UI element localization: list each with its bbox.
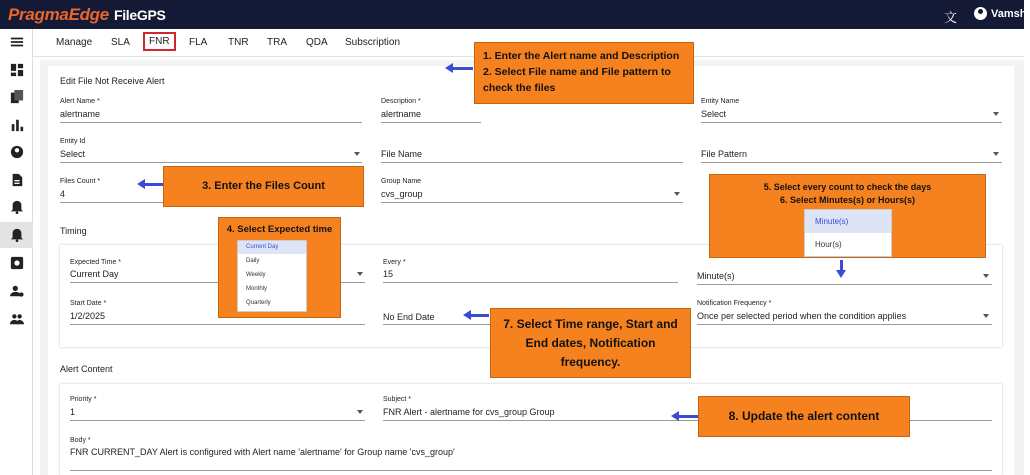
arrow-left-icon: [143, 183, 163, 186]
entity-name-label: Entity Name: [701, 98, 740, 105]
callout-alert-name: [474, 42, 694, 104]
end-date-input[interactable]: No End Date: [383, 312, 435, 322]
body-label: Body *: [70, 437, 91, 444]
dropdown-option[interactable]: Weekly: [246, 272, 266, 278]
description-input[interactable]: alertname: [381, 109, 422, 119]
dropdown-option[interactable]: Quarterly: [246, 300, 271, 306]
notification-frequency-label: Notification Frequency *: [697, 300, 772, 307]
group-name-label: Group Name: [381, 178, 422, 185]
files-count-label: Files Count *: [60, 178, 101, 185]
tab-subscription[interactable]: Subscription: [345, 37, 401, 48]
description-underline: [381, 122, 481, 123]
arrow-left-icon: [677, 415, 698, 418]
priority-select[interactable]: 1: [70, 407, 76, 417]
chevron-down-icon[interactable]: [674, 192, 680, 196]
app-name: FileGPS: [113, 7, 166, 23]
callout-1-line-3: check the files: [483, 82, 556, 94]
entity-id-select[interactable]: Select: [60, 149, 86, 159]
settings-icon[interactable]: [0, 250, 33, 276]
alert-bell-active-icon[interactable]: [0, 222, 33, 248]
chevron-down-icon[interactable]: [993, 152, 999, 156]
brand-logo[interactable]: [8, 5, 166, 25]
notification-frequency-select[interactable]: Once per selected period when the condition applies: [697, 311, 907, 321]
group-icon[interactable]: [0, 306, 33, 332]
form-title: Edit File Not Receive Alert: [60, 76, 165, 86]
entity-id-label: Entity Id: [60, 138, 86, 145]
callout-alert-content: 8. Update the alert content: [698, 396, 910, 437]
chevron-down-icon[interactable]: [357, 272, 363, 276]
files-count-input[interactable]: 4: [60, 189, 66, 199]
start-date-underline: [70, 324, 365, 325]
arrow-left-icon: [469, 314, 489, 317]
chevron-down-icon[interactable]: [357, 410, 363, 414]
file-pattern-select[interactable]: File Pattern: [701, 149, 748, 159]
chevron-down-icon[interactable]: [983, 274, 989, 278]
avatar-icon: [974, 7, 987, 20]
dropdown-option[interactable]: Minute(s): [805, 210, 891, 233]
expected-time-label: Expected Time *: [70, 259, 121, 266]
dropdown-option[interactable]: Daily: [246, 258, 260, 264]
priority-underline: [70, 420, 365, 421]
tab-sla[interactable]: SLA: [111, 37, 130, 48]
document-icon[interactable]: [0, 167, 33, 193]
expected-time-dropdown[interactable]: [237, 240, 307, 312]
user-menu[interactable]: [974, 7, 1030, 20]
alert-name-underline: [60, 122, 362, 123]
file-name-underline: [381, 162, 683, 163]
tab-qda[interactable]: QDA: [306, 37, 328, 48]
unit-select[interactable]: Minute(s): [697, 271, 735, 281]
group-name-select[interactable]: cvs_group: [381, 189, 423, 199]
group-name-underline: [381, 202, 683, 203]
callout-7-line-1: 7. Select Time range, Start and: [503, 317, 678, 331]
arrow-left-icon: [451, 67, 473, 70]
file-pattern-underline: [701, 162, 1002, 163]
every-input[interactable]: 15: [383, 269, 394, 279]
alert-name-input[interactable]: alertname: [60, 109, 101, 119]
files-count-underline: [60, 202, 165, 203]
entity-id-underline: [60, 162, 362, 163]
callout-1-line-1: 1. Enter the Alert name and Description: [483, 50, 680, 62]
bar-chart-icon[interactable]: [0, 112, 33, 138]
entity-name-underline: [701, 122, 1002, 123]
dashboard-icon[interactable]: [0, 57, 33, 83]
notification-frequency-underline: [697, 324, 992, 325]
callout-5-line-1: 5. Select every count to check the days: [763, 182, 932, 192]
chevron-down-icon[interactable]: [354, 152, 360, 156]
every-underline: [383, 282, 678, 283]
file-name-select[interactable]: File Name: [381, 149, 423, 159]
unit-underline: [697, 284, 992, 285]
callout-time-range: [490, 308, 691, 378]
callout-1-line-2: 2. Select File name and File pattern to: [483, 66, 671, 78]
subject-label: Subject *: [383, 396, 412, 403]
user-name: Vamshi: [991, 7, 1030, 20]
unit-dropdown[interactable]: [804, 209, 892, 257]
start-date-label: Start Date *: [70, 300, 107, 307]
top-bar: [0, 0, 1030, 29]
timing-title: Timing: [60, 226, 87, 236]
tab-fnr[interactable]: FNR: [143, 32, 176, 51]
files-icon[interactable]: [0, 84, 33, 110]
sidebar: [0, 29, 33, 475]
tab-manage[interactable]: Manage: [56, 37, 93, 48]
alert-bell-icon[interactable]: [0, 194, 33, 220]
subject-input[interactable]: FNR Alert - alertname for cvs_group Group: [383, 407, 555, 417]
expected-time-select[interactable]: Current Day: [70, 269, 119, 279]
callout-files-count: 3. Enter the Files Count: [163, 166, 364, 207]
dropdown-option[interactable]: Hour(s): [815, 240, 842, 249]
body-textarea[interactable]: FNR CURRENT_DAY Alert is configured with Alert name 'alertname' for Group name 'cvs_group': [70, 447, 455, 457]
dropdown-option[interactable]: Monthly: [246, 286, 268, 292]
translate-icon[interactable]: 文: [944, 10, 958, 25]
callout-5-line-2: 6. Select Minutes(s) or Hours(s): [779, 195, 916, 205]
description-label: Description *: [381, 98, 421, 105]
alert-name-label: Alert Name *: [60, 98, 100, 105]
chevron-down-icon[interactable]: [983, 314, 989, 318]
tab-fla[interactable]: FLA: [189, 37, 208, 48]
tab-tnr[interactable]: TNR: [228, 37, 249, 48]
dropdown-option[interactable]: Current Day: [238, 241, 306, 254]
every-label: Every *: [383, 259, 406, 266]
callout-7-line-3: frequency.: [560, 355, 621, 369]
entity-name-select[interactable]: Select: [701, 109, 727, 119]
user-settings-icon[interactable]: [0, 278, 33, 304]
account-circle-icon[interactable]: [0, 139, 33, 165]
menu-icon[interactable]: [0, 29, 33, 55]
callout-4-text: 4. Select Expected time: [226, 224, 333, 235]
body-underline: [70, 470, 992, 471]
callout-7-line-2: End dates, Notification: [525, 336, 656, 350]
arrow-down-icon: [840, 260, 843, 271]
start-date-input[interactable]: 1/2/2025: [70, 311, 106, 321]
tab-tra[interactable]: TRA: [267, 37, 287, 48]
priority-label: Priority *: [70, 396, 97, 403]
alert-content-title: Alert Content: [60, 364, 113, 374]
chevron-down-icon[interactable]: [993, 112, 999, 116]
logo-text: PragmaEdge: [8, 5, 109, 24]
